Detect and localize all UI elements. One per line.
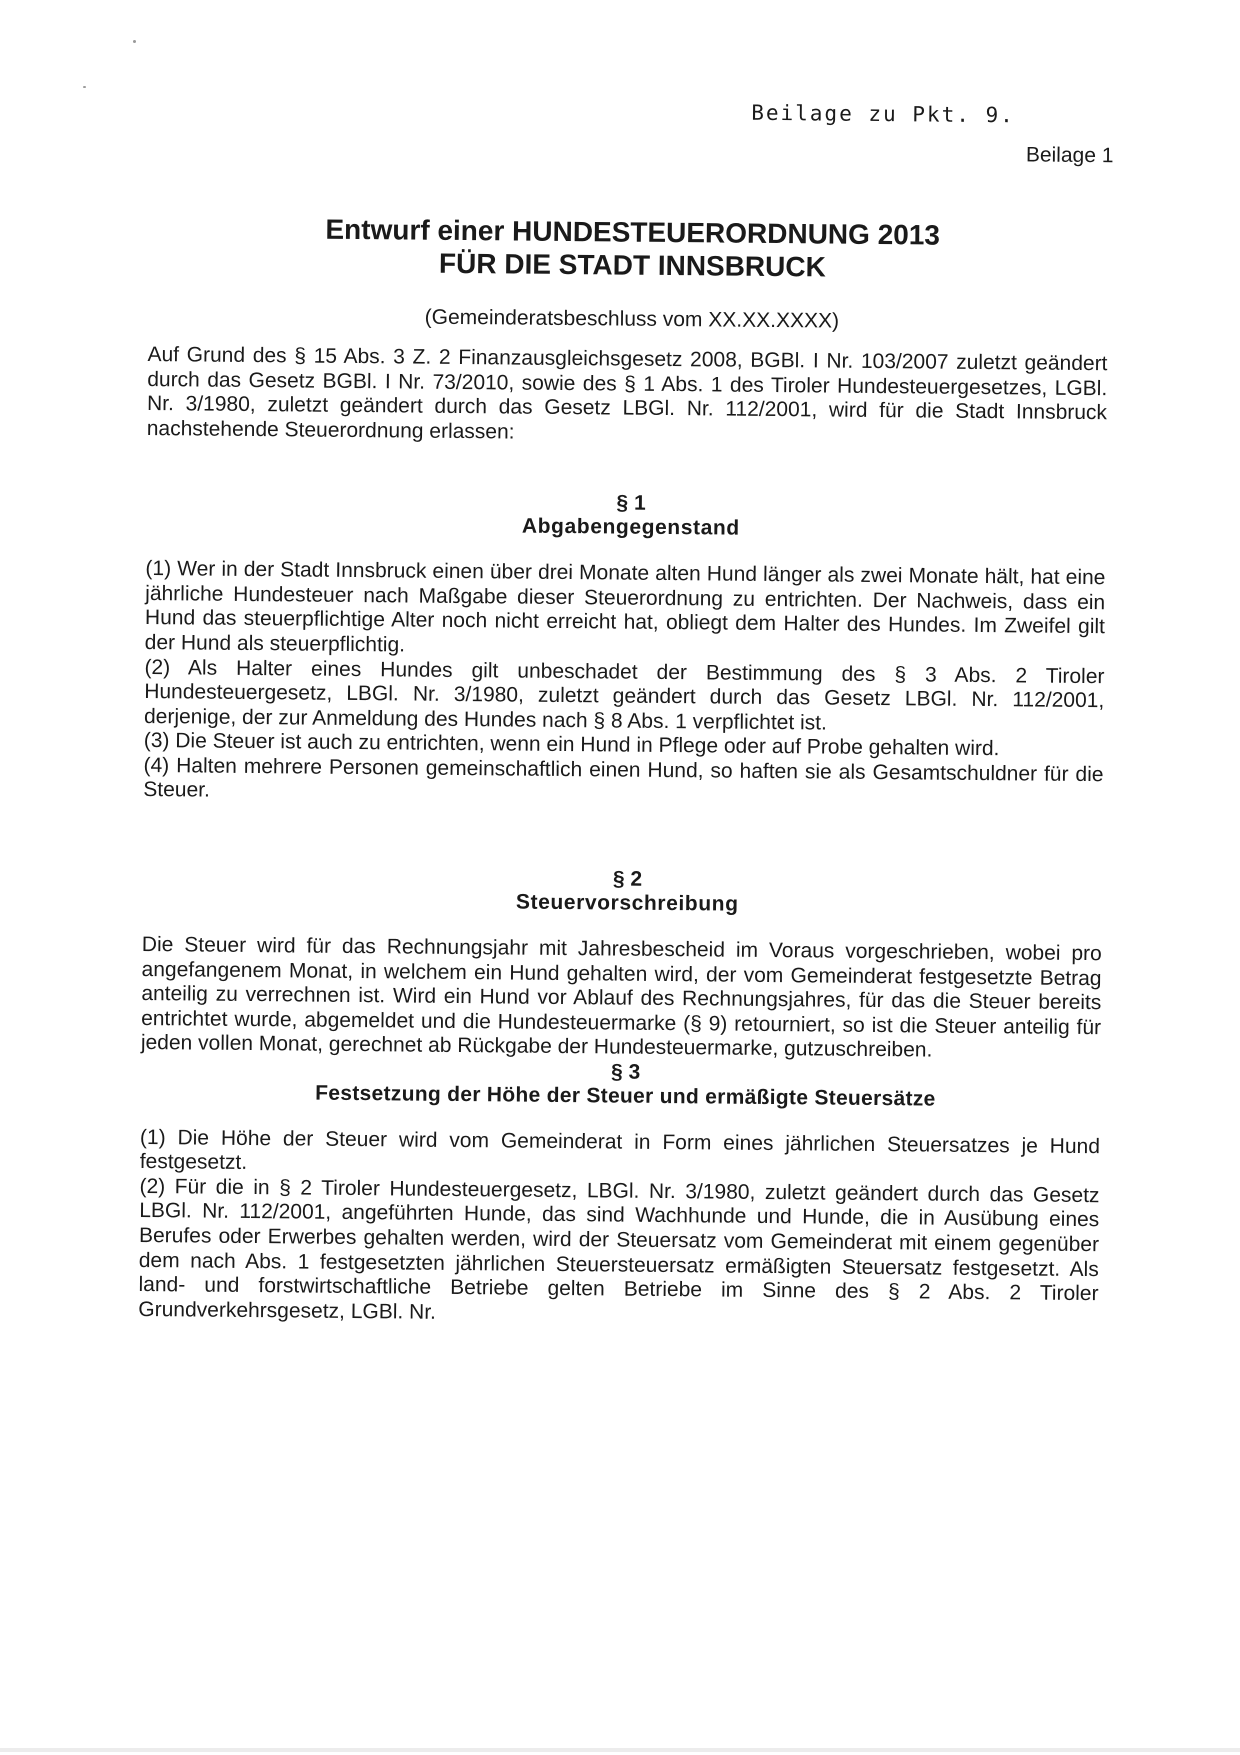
council-resolution-note: (Gemeinderatsbeschluss vom XX.XX.XXXX) [424,305,840,333]
section-1-header [156,487,1106,544]
section-2-paragraph-1: Die Steuer wird für das Rechnungsjahr mit Jahresbescheid im Voraus vorgeschrieben, wobei pro angefangenem Monat, in welchem ein Hund gehalten wird, der vom Gemeinderat festgesetzte Betrag anteilig zu verrechnen ist. Wird ein Hund vor Ablauf des Rechnungsjahres, für das die Steuer bereits entrichtet wurde, abgemeldet und die Hundesteuermarke (§ 9) retourniert, so ist die Steuer anteilig für jeden vollen Monat, gerechnet ab Rückgabe der Hundesteuermarke, gutzuschreiben. [140,932,1102,1062]
scan-speck [133,40,136,43]
section-number: § 2 [612,867,643,891]
document-content [138,95,1114,1331]
section-heading: Festsetzung der Höhe der Steuer und ermäßigte Steuersätze [315,1081,936,1111]
document-title [156,211,1109,286]
section-1-paragraph-4: (4) Halten mehrere Personen gemeinschaftlich einen Hund, so haften sie als Gesamtschuldner für die Steuer. [143,753,1104,802]
section-3-header [150,1056,1100,1113]
preamble-paragraph: Auf Grund des § 15 Abs. 3 Z. 2 Finanzausgleichsgesetz 2008, BGBl. I Nr. 103/2007 zuletzt geändert durch das Gesetz BGBl. I Nr. 73/2010, sowie des § 1 Abs. 1 des Tiroler Hundesteuergesetzes, LGBl. Nr. 3/1980, zuletzt geändert durch das Gesetz LBGl. Nr. 112/2001, wird für die Stadt Innsbruck nachstehende Steuerordnung erlassen: [146,343,1108,444]
section-3-paragraph-1: (1) Die Höhe der Steuer wird vom Gemeinderat in Form eines jährlichen Steuersatzes je Hund festgesetzt. [139,1125,1101,1175]
section-number: § 3 [610,1060,641,1084]
scan-edge-shadow [0,1748,1240,1752]
section-heading: Abgabengegenstand [521,514,740,540]
title-line-2: FÜR DIE STADT INNSBRUCK [438,247,826,283]
section-number: § 1 [616,491,646,516]
attachment-label: Beilage 1 [1025,143,1114,168]
section-2-header [152,863,1102,920]
title-line-1: Entwurf einer HUNDESTEUERORDNUNG 2013 [325,213,941,251]
section-1-paragraph-2: (2) Als Halter eines Hundes gilt unbeschadet der Bestimmung des § 3 Abs. 2 Tiroler Hundesteuergesetz, LBGl. Nr. 3/1980, zuletzt geändert durch das Gesetz LBGl. Nr. 112/2001, derjenige, der zur Anmeldung des Hundes nach § 8 Abs. 1 verpflichtet ist. [143,655,1105,735]
agenda-stamp: Beilage zu Pkt. 9. [751,100,1015,128]
section-1-paragraph-3: (3) Die Steuer ist auch zu entrichten, wenn ein Hund in Pflege oder auf Probe gehalten wird. [143,729,1000,761]
scan-speck [83,86,86,88]
section-heading: Steuervorschreibung [515,890,739,916]
section-3-paragraph-2: (2) Für die in § 2 Tiroler Hundesteuergesetz, LBGl. Nr. 3/1980, zuletzt geändert durch das Gesetz LBGl. Nr. 112/2001, angeführten Hunde, das sind Wachhunde und Hunde, die in Ausübung eines Berufes oder Erwerbes gehalten werden, wird der Steuersatz vom Gemeinderat mit einem gegenüber dem nach Abs. 1 festgesetzten jährlichen Steuersteuersatz ermäßigten Steuersatz festgesetzt. Als land- und forstwirtschaftliche Betriebe gelten Betriebe im Sinne des § 2 Abs. 2 Tiroler Grundverkehrsgesetz, LGBl. Nr. [138,1174,1100,1324]
section-1-paragraph-1: (1) Wer in der Stadt Innsbruck einen über drei Monate alten Hund länger als zwei Monate hält, hat eine jährliche Hundesteuer nach Maßgabe dieser Steuerordnung zu entrichten. Der Nachweis, dass ein Hund das steuerpflichtige Alter noch nicht erreicht hat, obliegt dem Halter des Hundes. Im Zweifel gilt der Hund als steuerpflichtig. [144,557,1106,657]
